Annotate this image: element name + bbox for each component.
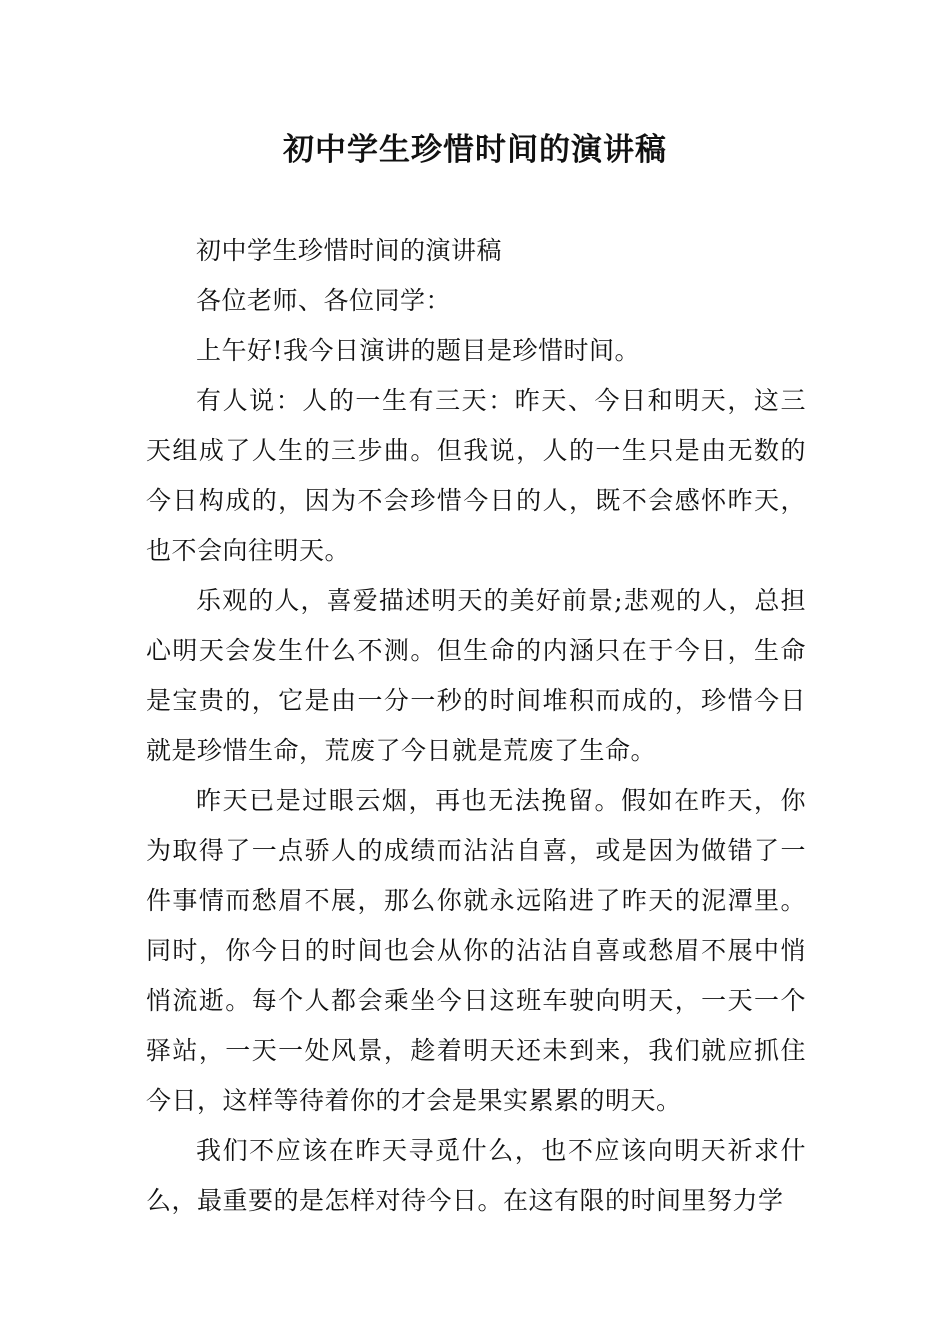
document-title: 初中学生珍惜时间的演讲稿 (283, 132, 667, 168)
paragraph-body: 昨天已是过眼云烟，再也无法挽留。假如在昨天，你为取得了一点骄人的成绩而沾沾自喜，或是因为做错了一件事情而愁眉不展，那么你就永远陷进了昨天的泥潭里。同时，你今日的时间也会从你的沾沾自喜或愁眉不展中悄悄流逝。每个人都会乘坐今日这班车驶向明天，一天一个驿站，一天一处风景，趁着明天还未到来，我们就应抓住今日，这样等待着你的才会是果实累累的明天。 (146, 786, 806, 1115)
paragraph-greeting: 上午好!我今日演讲的题目是珍惜时间。 (196, 336, 641, 365)
paragraph-body: 我们不应该在昨天寻觅什么，也不应该向明天祈求什么，最重要的是怎样对待今日。在这有限的时间里努力学 (146, 1136, 806, 1215)
paragraph-subtitle: 初中学生珍惜时间的演讲稿 (196, 236, 503, 265)
paragraph-body: 有人说：人的一生有三天：昨天、今日和明天，这三天组成了人生的三步曲。但我说，人的一生只是由无数的今日构成的，因为不会珍惜今日的人，既不会感怀昨天，也不会向往明天。 (146, 386, 806, 565)
paragraph-salutation: 各位老师、各位同学： (196, 286, 452, 315)
paragraph-body: 乐观的人，喜爱描述明天的美好前景;悲观的人，总担心明天会发生什么不测。但生命的内涵只在于今日，生命是宝贵的，它是由一分一秒的时间堆积而成的，珍惜今日就是珍惜生命，荒废了今日就是荒废了生命。 (146, 586, 806, 765)
document-body (146, 226, 806, 1226)
